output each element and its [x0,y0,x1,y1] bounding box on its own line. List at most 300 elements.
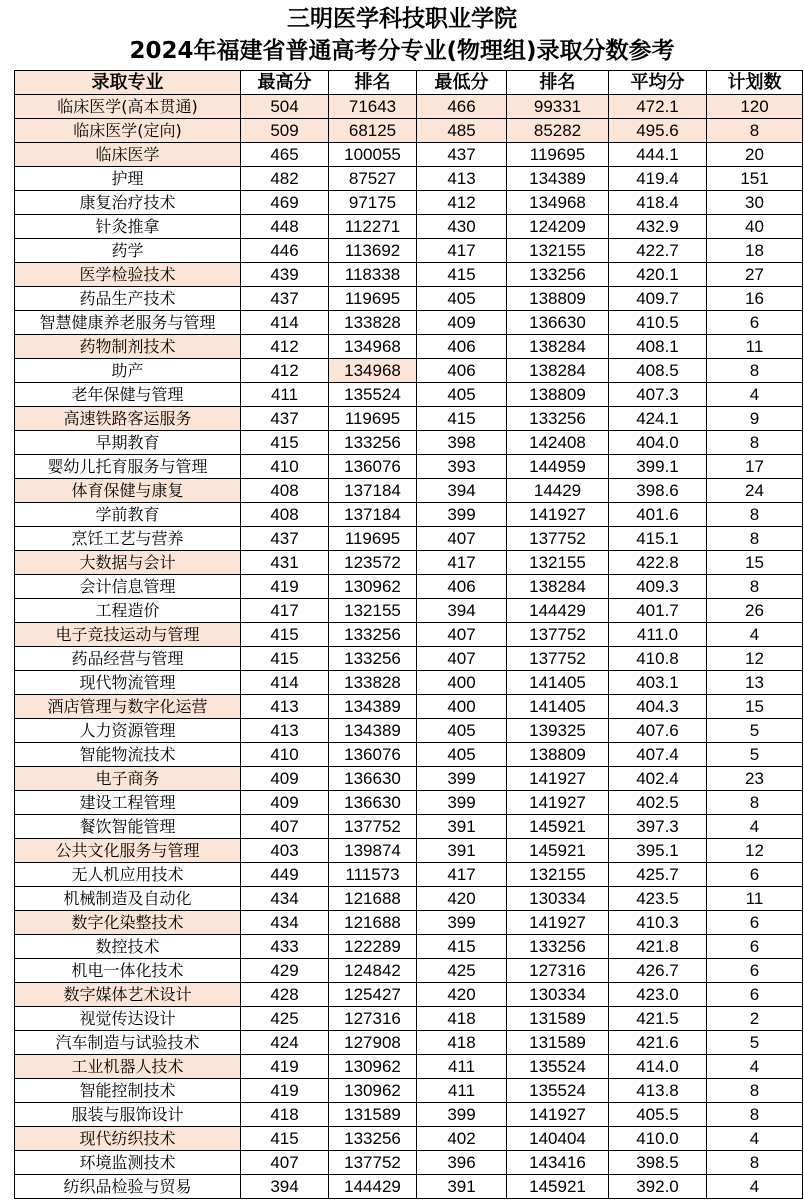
table-row [15,119,803,143]
cell-rank-min: 145921 [507,1175,609,1199]
cell-rank-max: 135524 [329,383,417,407]
cell-avg-score: 410.0 [609,1127,707,1151]
cell-max-score: 424 [241,1031,329,1055]
cell-rank-max: 118338 [329,263,417,287]
cell-major: 环境监测技术 [15,1151,241,1175]
cell-max-score: 415 [241,431,329,455]
cell-major: 工程造价 [15,599,241,623]
cell-plan-count: 26 [707,599,803,623]
cell-plan-count: 5 [707,1031,803,1055]
table-row [15,623,803,647]
table-row [15,407,803,431]
cell-avg-score: 402.5 [609,791,707,815]
table-row [15,431,803,455]
cell-min-score: 437 [417,143,507,167]
cell-plan-count: 6 [707,311,803,335]
cell-rank-max: 133256 [329,647,417,671]
header-major: 录取专业 [15,71,241,95]
cell-max-score: 394 [241,1175,329,1199]
cell-plan-count: 6 [707,863,803,887]
cell-min-score: 405 [417,383,507,407]
cell-max-score: 413 [241,695,329,719]
cell-plan-count: 4 [707,1055,803,1079]
cell-plan-count: 8 [707,431,803,455]
cell-major: 纺织品检验与贸易 [15,1175,241,1199]
cell-rank-max: 130962 [329,1055,417,1079]
cell-max-score: 504 [241,95,329,119]
cell-plan-count: 30 [707,191,803,215]
cell-max-score: 415 [241,623,329,647]
cell-rank-min: 141927 [507,1103,609,1127]
cell-major: 工业机器人技术 [15,1055,241,1079]
cell-plan-count: 9 [707,407,803,431]
cell-major: 人力资源管理 [15,719,241,743]
cell-major: 针灸推拿 [15,215,241,239]
cell-max-score: 408 [241,503,329,527]
cell-min-score: 394 [417,479,507,503]
header-min-score: 最低分 [417,71,507,95]
cell-rank-min: 136630 [507,311,609,335]
cell-min-score: 411 [417,1079,507,1103]
cell-min-score: 399 [417,911,507,935]
cell-rank-min: 138284 [507,575,609,599]
cell-plan-count: 8 [707,119,803,143]
cell-rank-max: 111573 [329,863,417,887]
cell-avg-score: 421.5 [609,1007,707,1031]
cell-major: 机械制造及自动化 [15,887,241,911]
cell-avg-score: 472.1 [609,95,707,119]
cell-min-score: 391 [417,839,507,863]
table-row [15,383,803,407]
cell-plan-count: 2 [707,1007,803,1031]
cell-min-score: 405 [417,287,507,311]
document-subtitle: 2024年福建省普通高考分专业(物理组)录取分数参考 [129,38,675,64]
cell-rank-max: 134389 [329,695,417,719]
cell-avg-score: 403.1 [609,671,707,695]
cell-rank-min: 138809 [507,743,609,767]
table-row [15,839,803,863]
table-row [15,767,803,791]
cell-plan-count: 11 [707,887,803,911]
cell-max-score: 433 [241,935,329,959]
cell-major: 护理 [15,167,241,191]
cell-avg-score: 425.7 [609,863,707,887]
cell-major: 药品生产技术 [15,287,241,311]
cell-major: 智能控制技术 [15,1079,241,1103]
cell-max-score: 403 [241,839,329,863]
cell-avg-score: 404.0 [609,431,707,455]
cell-major: 视觉传达设计 [15,1007,241,1031]
cell-min-score: 398 [417,431,507,455]
table-row [15,959,803,983]
cell-rank-min: 141927 [507,791,609,815]
cell-major: 电子竞技运动与管理 [15,623,241,647]
table-row [15,1127,803,1151]
cell-min-score: 485 [417,119,507,143]
cell-rank-max: 123572 [329,551,417,575]
cell-major: 早期教育 [15,431,241,455]
cell-max-score: 439 [241,263,329,287]
cell-major: 汽车制造与试验技术 [15,1031,241,1055]
cell-max-score: 437 [241,527,329,551]
cell-rank-min: 14429 [507,479,609,503]
cell-major: 体育保健与康复 [15,479,241,503]
table-row [15,95,803,119]
cell-avg-score: 409.7 [609,287,707,311]
cell-max-score: 434 [241,887,329,911]
cell-rank-max: 130962 [329,575,417,599]
cell-max-score: 417 [241,599,329,623]
cell-rank-min: 134389 [507,167,609,191]
cell-rank-min: 137752 [507,647,609,671]
cell-max-score: 431 [241,551,329,575]
cell-major: 临床医学(定向) [15,119,241,143]
cell-major: 学前教育 [15,503,241,527]
table-row [15,527,803,551]
cell-max-score: 407 [241,1151,329,1175]
cell-plan-count: 4 [707,1127,803,1151]
header-rank-max: 排名 [329,71,417,95]
cell-max-score: 437 [241,287,329,311]
cell-rank-max: 144429 [329,1175,417,1199]
cell-plan-count: 4 [707,623,803,647]
cell-rank-max: 133828 [329,311,417,335]
cell-rank-min: 144429 [507,599,609,623]
cell-rank-min: 132155 [507,863,609,887]
cell-rank-min: 133256 [507,935,609,959]
cell-plan-count: 12 [707,647,803,671]
cell-rank-max: 127316 [329,1007,417,1031]
cell-max-score: 428 [241,983,329,1007]
cell-rank-max: 137184 [329,503,417,527]
table-row [15,455,803,479]
cell-major: 现代物流管理 [15,671,241,695]
table-row [15,695,803,719]
cell-min-score: 391 [417,815,507,839]
cell-rank-min: 132155 [507,551,609,575]
cell-rank-max: 133256 [329,431,417,455]
cell-rank-max: 133256 [329,1127,417,1151]
cell-max-score: 413 [241,719,329,743]
cell-max-score: 415 [241,647,329,671]
cell-plan-count: 12 [707,839,803,863]
table-row [15,743,803,767]
cell-rank-min: 124209 [507,215,609,239]
cell-max-score: 412 [241,335,329,359]
cell-major: 大数据与会计 [15,551,241,575]
cell-min-score: 405 [417,743,507,767]
cell-plan-count: 6 [707,911,803,935]
cell-rank-min: 119695 [507,143,609,167]
table-row [15,575,803,599]
cell-max-score: 408 [241,479,329,503]
cell-min-score: 430 [417,215,507,239]
cell-rank-min: 145921 [507,815,609,839]
cell-major: 智慧健康养老服务与管理 [15,311,241,335]
cell-rank-min: 143416 [507,1151,609,1175]
cell-major: 会计信息管理 [15,575,241,599]
cell-avg-score: 408.5 [609,359,707,383]
cell-min-score: 400 [417,671,507,695]
table-row [15,599,803,623]
cell-min-score: 415 [417,263,507,287]
table-row [15,479,803,503]
table-body [15,95,803,1199]
table-row [15,911,803,935]
cell-rank-min: 130334 [507,887,609,911]
cell-rank-max: 119695 [329,287,417,311]
cell-avg-score: 422.7 [609,239,707,263]
cell-max-score: 409 [241,767,329,791]
table-row [15,935,803,959]
table-row [15,647,803,671]
cell-plan-count: 20 [707,143,803,167]
cell-plan-count: 15 [707,551,803,575]
cell-avg-score: 418.4 [609,191,707,215]
cell-rank-min: 133256 [507,407,609,431]
cell-min-score: 406 [417,335,507,359]
cell-min-score: 393 [417,455,507,479]
cell-rank-min: 131589 [507,1007,609,1031]
cell-rank-min: 141927 [507,911,609,935]
cell-min-score: 417 [417,551,507,575]
table-row [15,167,803,191]
cell-plan-count: 5 [707,743,803,767]
cell-major: 药学 [15,239,241,263]
cell-rank-min: 138809 [507,287,609,311]
cell-major: 公共文化服务与管理 [15,839,241,863]
cell-max-score: 446 [241,239,329,263]
header-avg-score: 平均分 [609,71,707,95]
cell-major: 酒店管理与数字化运营 [15,695,241,719]
cell-plan-count: 27 [707,263,803,287]
table-row [15,359,803,383]
cell-plan-count: 8 [707,527,803,551]
table-row [15,191,803,215]
cell-rank-max: 133828 [329,671,417,695]
cell-rank-max: 136630 [329,791,417,815]
cell-rank-min: 138284 [507,359,609,383]
cell-min-score: 417 [417,863,507,887]
cell-plan-count: 8 [707,359,803,383]
cell-min-score: 394 [417,599,507,623]
cell-rank-min: 138284 [507,335,609,359]
cell-max-score: 410 [241,743,329,767]
cell-rank-max: 132155 [329,599,417,623]
cell-rank-max: 134968 [329,335,417,359]
cell-max-score: 419 [241,1055,329,1079]
cell-major: 建设工程管理 [15,791,241,815]
table-row [15,1031,803,1055]
cell-rank-max: 137184 [329,479,417,503]
cell-avg-score: 397.3 [609,815,707,839]
cell-rank-max: 133256 [329,623,417,647]
cell-rank-max: 136076 [329,455,417,479]
cell-min-score: 415 [417,407,507,431]
cell-avg-score: 495.6 [609,119,707,143]
cell-major: 药品经营与管理 [15,647,241,671]
cell-rank-max: 68125 [329,119,417,143]
cell-avg-score: 404.3 [609,695,707,719]
cell-rank-min: 85282 [507,119,609,143]
cell-plan-count: 4 [707,1175,803,1199]
table-row [15,335,803,359]
table-row [15,1103,803,1127]
cell-min-score: 425 [417,959,507,983]
cell-avg-score: 399.1 [609,455,707,479]
table-row [15,887,803,911]
cell-max-score: 407 [241,815,329,839]
table-row [15,263,803,287]
cell-max-score: 409 [241,791,329,815]
cell-rank-max: 71643 [329,95,417,119]
cell-rank-max: 113692 [329,239,417,263]
cell-rank-max: 131589 [329,1103,417,1127]
cell-plan-count: 18 [707,239,803,263]
cell-major: 婴幼儿托育服务与管理 [15,455,241,479]
cell-major: 药物制剂技术 [15,335,241,359]
cell-rank-min: 141405 [507,671,609,695]
cell-max-score: 412 [241,359,329,383]
cell-avg-score: 398.6 [609,479,707,503]
cell-major: 康复治疗技术 [15,191,241,215]
cell-avg-score: 421.8 [609,935,707,959]
cell-rank-min: 137752 [507,623,609,647]
table-row [15,143,803,167]
cell-rank-min: 99331 [507,95,609,119]
cell-rank-min: 141927 [507,503,609,527]
cell-min-score: 415 [417,935,507,959]
cell-avg-score: 402.4 [609,767,707,791]
cell-min-score: 391 [417,1175,507,1199]
cell-min-score: 420 [417,887,507,911]
cell-avg-score: 419.4 [609,167,707,191]
cell-rank-min: 140404 [507,1127,609,1151]
table-row [15,1175,803,1199]
cell-rank-min: 134968 [507,191,609,215]
cell-max-score: 465 [241,143,329,167]
table-row [15,719,803,743]
cell-min-score: 405 [417,719,507,743]
cell-plan-count: 8 [707,1103,803,1127]
cell-max-score: 437 [241,407,329,431]
cell-max-score: 509 [241,119,329,143]
cell-max-score: 411 [241,383,329,407]
cell-plan-count: 8 [707,1079,803,1103]
header-rank-min: 排名 [507,71,609,95]
cell-min-score: 417 [417,239,507,263]
cell-avg-score: 423.0 [609,983,707,1007]
cell-plan-count: 6 [707,983,803,1007]
cell-min-score: 420 [417,983,507,1007]
table-row [15,215,803,239]
cell-avg-score: 405.5 [609,1103,707,1127]
table-row [15,1079,803,1103]
cell-plan-count: 5 [707,719,803,743]
cell-rank-min: 139325 [507,719,609,743]
cell-rank-min: 144959 [507,455,609,479]
cell-major: 机电一体化技术 [15,959,241,983]
cell-avg-score: 411.0 [609,623,707,647]
cell-rank-min: 137752 [507,527,609,551]
cell-min-score: 466 [417,95,507,119]
table-row [15,1055,803,1079]
cell-major: 高速铁路客运服务 [15,407,241,431]
cell-avg-score: 421.6 [609,1031,707,1055]
cell-min-score: 399 [417,791,507,815]
cell-plan-count: 4 [707,383,803,407]
cell-rank-max: 119695 [329,407,417,431]
header-max-score: 最高分 [241,71,329,95]
cell-rank-min: 145921 [507,839,609,863]
cell-rank-max: 136076 [329,743,417,767]
cell-major: 烹饪工艺与营养 [15,527,241,551]
cell-max-score: 419 [241,575,329,599]
cell-avg-score: 410.3 [609,911,707,935]
cell-major: 老年保健与管理 [15,383,241,407]
cell-plan-count: 13 [707,671,803,695]
table-row [15,863,803,887]
table-row [15,311,803,335]
cell-major: 数控技术 [15,935,241,959]
cell-min-score: 407 [417,527,507,551]
cell-max-score: 418 [241,1103,329,1127]
cell-rank-min: 142408 [507,431,609,455]
cell-rank-max: 121688 [329,887,417,911]
cell-rank-min: 141927 [507,767,609,791]
cell-plan-count: 15 [707,695,803,719]
cell-plan-count: 8 [707,503,803,527]
cell-rank-max: 87527 [329,167,417,191]
cell-max-score: 469 [241,191,329,215]
cell-avg-score: 395.1 [609,839,707,863]
cell-rank-min: 132155 [507,239,609,263]
cell-major: 电子商务 [15,767,241,791]
cell-avg-score: 420.1 [609,263,707,287]
cell-plan-count: 120 [707,95,803,119]
cell-min-score: 399 [417,1103,507,1127]
cell-max-score: 410 [241,455,329,479]
cell-min-score: 399 [417,503,507,527]
cell-avg-score: 422.8 [609,551,707,575]
admission-score-table [14,70,803,1199]
table-row [15,815,803,839]
cell-max-score: 414 [241,671,329,695]
table-row [15,239,803,263]
table-row [15,983,803,1007]
cell-rank-max: 121688 [329,911,417,935]
cell-plan-count: 8 [707,791,803,815]
cell-rank-max: 97175 [329,191,417,215]
cell-max-score: 429 [241,959,329,983]
cell-major: 数字化染整技术 [15,911,241,935]
cell-avg-score: 423.5 [609,887,707,911]
cell-rank-max: 134968 [329,359,417,383]
cell-min-score: 409 [417,311,507,335]
cell-plan-count: 16 [707,287,803,311]
cell-rank-max: 130962 [329,1079,417,1103]
cell-min-score: 399 [417,767,507,791]
cell-max-score: 414 [241,311,329,335]
table-row [15,503,803,527]
cell-max-score: 415 [241,1127,329,1151]
cell-min-score: 412 [417,191,507,215]
cell-rank-max: 100055 [329,143,417,167]
cell-rank-min: 135524 [507,1055,609,1079]
table-row [15,791,803,815]
cell-max-score: 482 [241,167,329,191]
cell-min-score: 407 [417,623,507,647]
